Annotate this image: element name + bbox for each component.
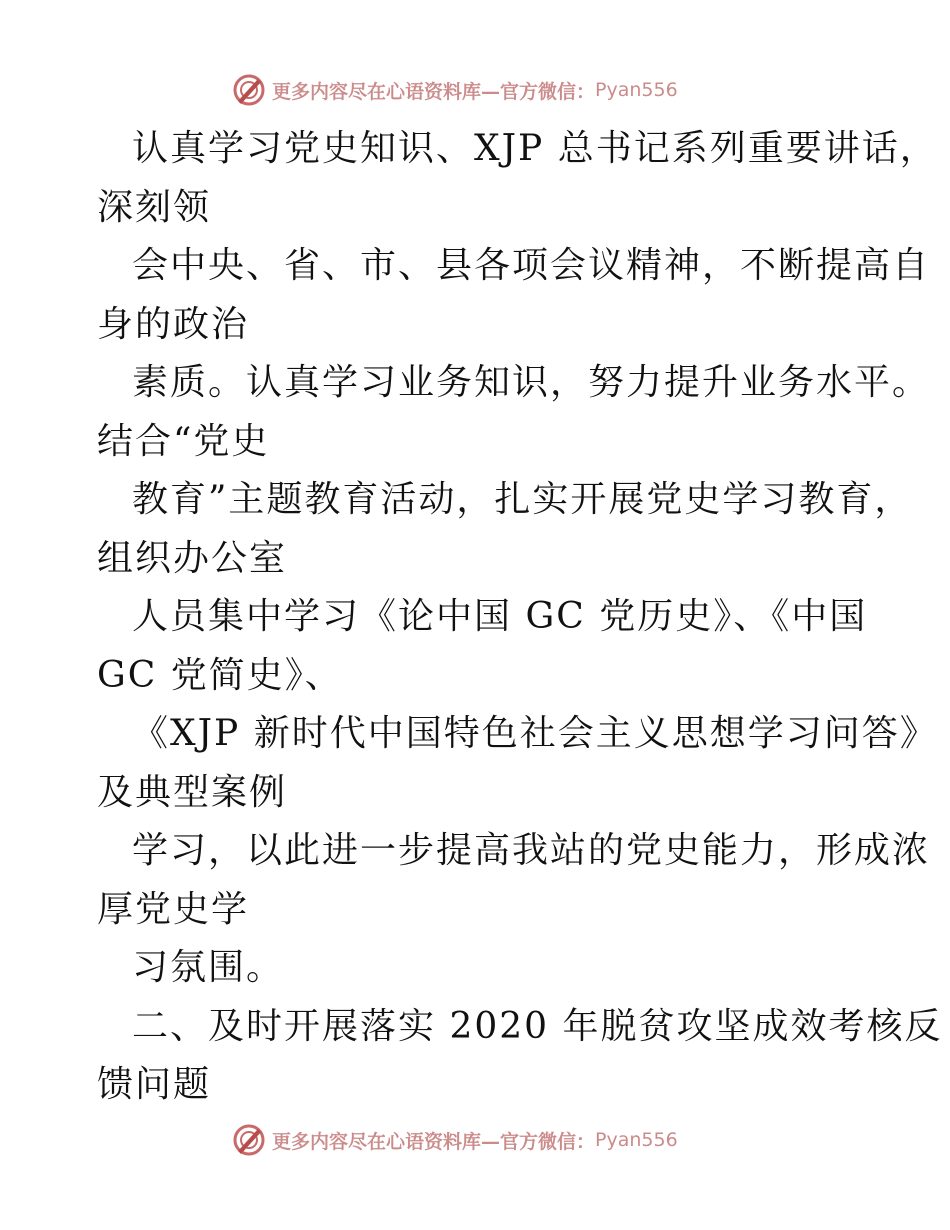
footer-site-text: 更多内容尽在心语资料库—官方微信： [272,1130,596,1153]
text-line: 及典型案例 [97,771,288,813]
text-line: 二、及时开展落实 2020 年脱贫攻坚成效考核反 [132,1005,943,1047]
text-line: 深刻领 [97,186,212,228]
pen-logo-icon [232,73,266,107]
text-line: GC 党简史》、 [97,654,343,696]
text-line: 教育”主题教育活动，扎实开展党史学习教育， [132,479,913,520]
document-body [0,120,950,1115]
text-line: 结合“党史 [97,420,270,462]
text-line: 会中央、省、市、县各项会议精神，不断提高自 [132,245,931,286]
header-banner [232,72,678,108]
header-wechat-id: Pyan556 [595,79,678,101]
header-site-text: 更多内容尽在心语资料库—官方微信： [272,80,596,103]
text-line: 认真学习党史知识、XJP 总书记系列重要讲话， [132,128,938,169]
text-line: 身的政治 [97,303,250,345]
text-line: 习氛围。 [132,947,285,988]
text-line: 学习，以此进一步提高我站的党史能力，形成浓 [132,830,931,871]
footer-banner [232,1122,678,1158]
text-line: 组织办公室 [97,537,288,579]
footer-wechat-id: Pyan556 [595,1129,678,1151]
text-line: 人员集中学习《论中国 GC 党历史》、《中国 [132,596,868,637]
text-line: 《XJP 新时代中国特色社会主义思想学习问答》 [132,713,938,754]
pen-logo-icon [232,1123,266,1157]
text-line: 馈问题 [97,1064,212,1105]
text-line: 素质。认真学习业务知识，努力提升业务水平。 [132,362,931,403]
text-line: 厚党史学 [97,888,250,930]
